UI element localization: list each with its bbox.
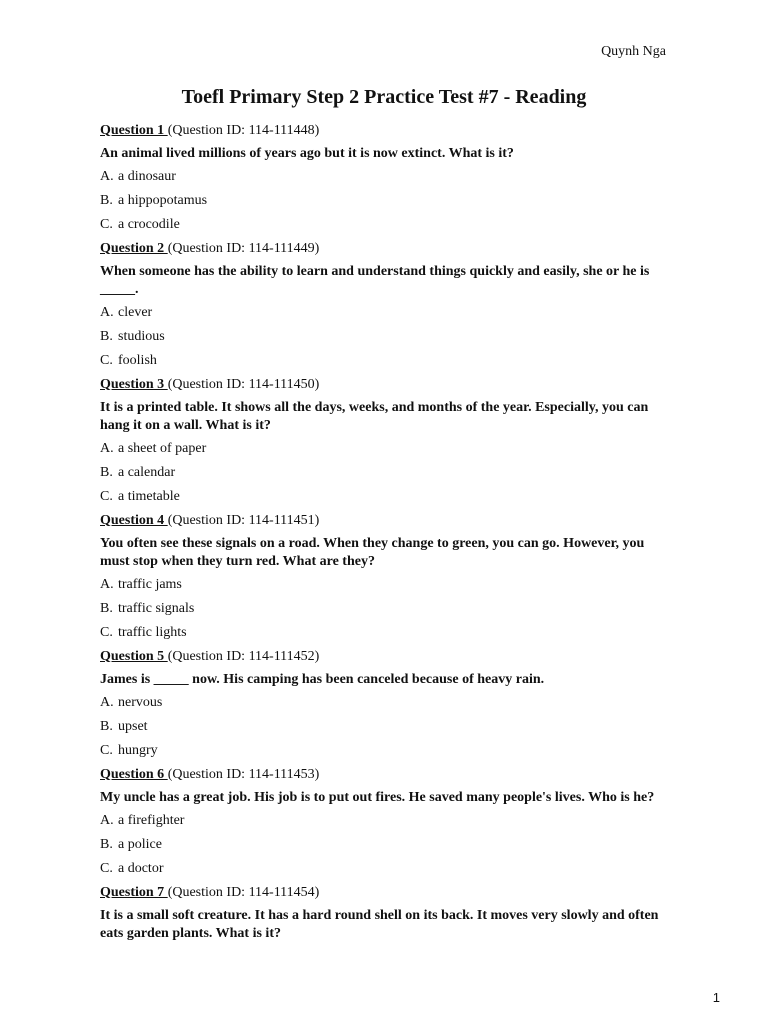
option-text: a calendar <box>118 465 176 480</box>
question-text: It is a printed table. It shows all the days, weeks, and months of the year. Especially, you can hang it on a wall. What is it? <box>100 400 649 433</box>
author-name: Quynh Nga <box>601 44 666 59</box>
question-text: When someone has the ability to learn and understand things quickly and easily, she or he is _____. <box>100 264 650 297</box>
question-1 <box>100 122 670 234</box>
option-letter: A. <box>100 441 114 456</box>
option-letter: C. <box>100 353 113 368</box>
question-label: Question 6 <box>100 767 168 782</box>
answer-option <box>100 192 670 210</box>
question-text: An animal lived millions of years ago but it is now extinct. What is it? <box>100 146 514 161</box>
question-4 <box>100 512 670 642</box>
option-text: a hippopotamus <box>118 193 208 208</box>
question-header <box>100 884 670 902</box>
question-header <box>100 512 670 530</box>
question-label: Question 2 <box>100 241 168 256</box>
option-text: upset <box>118 719 148 734</box>
question-header <box>100 766 670 784</box>
option-letter: B. <box>100 837 113 852</box>
question-header <box>100 648 670 666</box>
question-7 <box>100 884 670 943</box>
answer-option <box>100 168 670 186</box>
option-text: traffic signals <box>118 601 195 616</box>
option-text: nervous <box>118 695 163 710</box>
option-letter: C. <box>100 217 113 232</box>
answer-option <box>100 488 670 506</box>
option-text: a timetable <box>118 489 180 504</box>
option-letter: C. <box>100 743 113 758</box>
question-text: James is _____ now. His camping has been canceled because of heavy rain. <box>100 672 545 687</box>
option-text: studious <box>118 329 165 344</box>
answer-option <box>100 624 670 642</box>
question-id: (Question ID: 114-111451) <box>167 513 320 528</box>
answer-option <box>100 718 670 736</box>
question-3 <box>100 376 670 506</box>
option-text: a sheet of paper <box>118 441 207 456</box>
question-5 <box>100 648 670 760</box>
answer-option <box>100 742 670 760</box>
question-id: (Question ID: 114-111454) <box>167 885 320 900</box>
question-header <box>100 240 670 258</box>
answer-option <box>100 328 670 346</box>
question-6 <box>100 766 670 878</box>
option-text: traffic jams <box>118 577 182 592</box>
question-text: It is a small soft creature. It has a hard round shell on its back. It moves very slowly and often eats garden plants. What is it? <box>100 908 659 941</box>
option-letter: B. <box>100 465 113 480</box>
option-letter: C. <box>100 625 113 640</box>
question-id: (Question ID: 114-111452) <box>167 649 320 664</box>
option-letter: B. <box>100 329 113 344</box>
option-letter: A. <box>100 577 114 592</box>
option-letter: A. <box>100 169 114 184</box>
question-label: Question 5 <box>100 649 168 664</box>
question-2 <box>100 240 670 370</box>
question-label: Question 4 <box>100 513 168 528</box>
page-number: 1 <box>712 990 720 1005</box>
option-text: clever <box>118 305 153 320</box>
answer-option <box>100 440 670 458</box>
answer-option <box>100 600 670 618</box>
question-id: (Question ID: 114-111450) <box>167 377 320 392</box>
question-list <box>100 122 670 948</box>
option-letter: B. <box>100 193 113 208</box>
page-title: Toefl Primary Step 2 Practice Test #7 - Reading <box>181 86 587 108</box>
option-letter: B. <box>100 719 113 734</box>
answer-option <box>100 694 670 712</box>
option-text: a police <box>118 837 162 852</box>
option-letter: C. <box>100 489 113 504</box>
option-text: foolish <box>118 353 157 368</box>
option-text: a doctor <box>118 861 164 876</box>
option-letter: A. <box>100 695 114 710</box>
answer-option <box>100 836 670 854</box>
answer-option <box>100 304 670 322</box>
question-text: You often see these signals on a road. When they change to green, you can go. However, you must stop when they turn red. What are they? <box>100 536 645 569</box>
answer-option <box>100 216 670 234</box>
question-id: (Question ID: 114-111453) <box>167 767 320 782</box>
answer-option <box>100 812 670 830</box>
question-text: My uncle has a great job. His job is to put out fires. He saved many people's lives. Who is he? <box>100 790 655 805</box>
question-label: Question 7 <box>100 885 168 900</box>
option-text: a dinosaur <box>118 169 176 184</box>
option-letter: B. <box>100 601 113 616</box>
question-id: (Question ID: 114-111448) <box>167 123 320 138</box>
answer-option <box>100 464 670 482</box>
answer-option <box>100 860 670 878</box>
question-header <box>100 122 670 140</box>
option-letter: C. <box>100 861 113 876</box>
answer-option <box>100 352 670 370</box>
option-text: a firefighter <box>118 813 185 828</box>
option-text: traffic lights <box>118 625 187 640</box>
question-header <box>100 376 670 394</box>
question-label: Question 3 <box>100 377 168 392</box>
option-letter: A. <box>100 305 114 320</box>
question-id: (Question ID: 114-111449) <box>167 241 320 256</box>
option-letter: A. <box>100 813 114 828</box>
option-text: hungry <box>118 743 158 758</box>
option-text: a crocodile <box>118 217 180 232</box>
answer-option <box>100 576 670 594</box>
question-label: Question 1 <box>100 123 168 138</box>
